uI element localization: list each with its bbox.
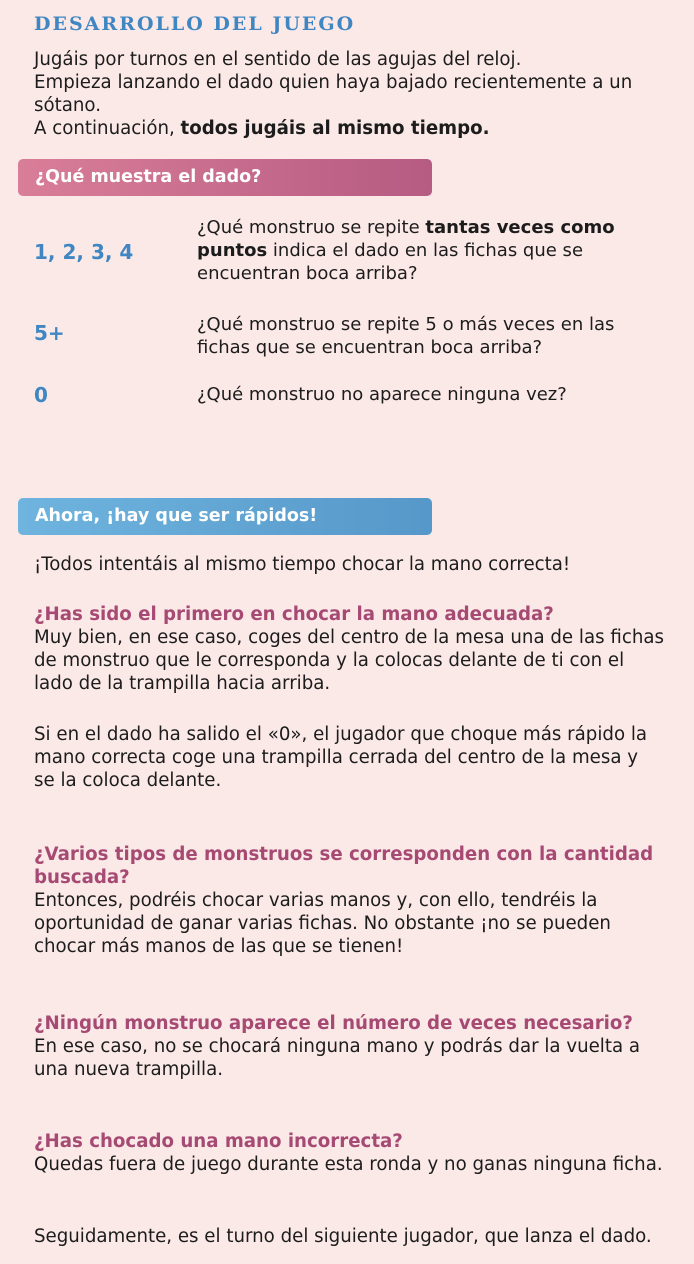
dice-section-banner: ¿Qué muestra el dado? <box>18 159 432 196</box>
dice-value: 0 <box>34 383 48 407</box>
block-body: Quedas fuera de juego durante esta ronda y no ganas ninguna ficha. <box>34 1154 663 1175</box>
block-first-to-hit <box>34 603 664 695</box>
intro-line-3-bold: todos jugáis al mismo tiempo. <box>180 118 490 139</box>
block-zero-rule: Si en el dado ha salido el «0», el jugador que choque más rápido la mano correcta coge una trampilla cerrada del centro de la mesa y se la coloca delante. <box>34 724 648 791</box>
block-heading: ¿Varios tipos de monstruos se corresponden con la cantidad buscada? <box>34 844 654 888</box>
dice-description: ¿Qué monstruo se repite 5 o más veces en las fichas que se encuentran boca arriba? <box>197 314 615 358</box>
dice-row-5plus <box>34 313 654 363</box>
dice-description: ¿Qué monstruo no aparece ninguna vez? <box>197 384 567 405</box>
fast-intro: ¡Todos intentáis al mismo tiempo chocar la mano correcta! <box>34 554 571 575</box>
block-several-types <box>34 843 664 958</box>
intro-line-2: Empieza lanzando el dado quien haya bajado recientemente a un sótano. <box>34 72 633 116</box>
page-title: DESARROLLO DEL JUEGO <box>34 13 356 35</box>
dice-description: ¿Qué monstruo se repite tantas veces como puntos indica el dado en las fichas que se encuentran boca arriba? <box>197 217 615 284</box>
dice-value: 5+ <box>34 321 65 345</box>
block-wrong-hand <box>34 1130 664 1176</box>
block-next-turn: Seguidamente, es el turno del siguiente jugador, que lanza el dado. <box>34 1226 652 1247</box>
intro-paragraph <box>34 48 664 140</box>
dice-row-1-4 <box>34 216 654 291</box>
block-heading: ¿Has sido el primero en chocar la mano adecuada? <box>34 604 554 625</box>
block-body: Muy bien, en ese caso, coges del centro de la mesa una de las fichas de monstruo que le corresponda y la colocas delante de ti con el lado de la trampilla hacia arriba. <box>34 627 664 694</box>
dice-row-0 <box>34 383 654 413</box>
intro-line-1: Jugáis por turnos en el sentido de las agujas del reloj. <box>34 49 522 70</box>
block-heading: ¿Has chocado una mano incorrecta? <box>34 1131 403 1152</box>
fast-section-banner: Ahora, ¡hay que ser rápidos! <box>18 498 432 535</box>
block-heading: ¿Ningún monstruo aparece el número de veces necesario? <box>34 1013 633 1034</box>
block-no-monster <box>34 1012 664 1081</box>
block-body: Entonces, podréis chocar varias manos y, con ello, tendréis la oportunidad de ganar varias fichas. No obstante ¡no se pueden chocar más manos de las que se tienen! <box>34 890 611 957</box>
block-body: En ese caso, no se chocará ninguna mano y podrás dar la vuelta a una nueva trampilla. <box>34 1036 641 1080</box>
dice-value: 1, 2, 3, 4 <box>34 240 134 264</box>
intro-line-3-prefix: A continuación, <box>34 118 181 139</box>
